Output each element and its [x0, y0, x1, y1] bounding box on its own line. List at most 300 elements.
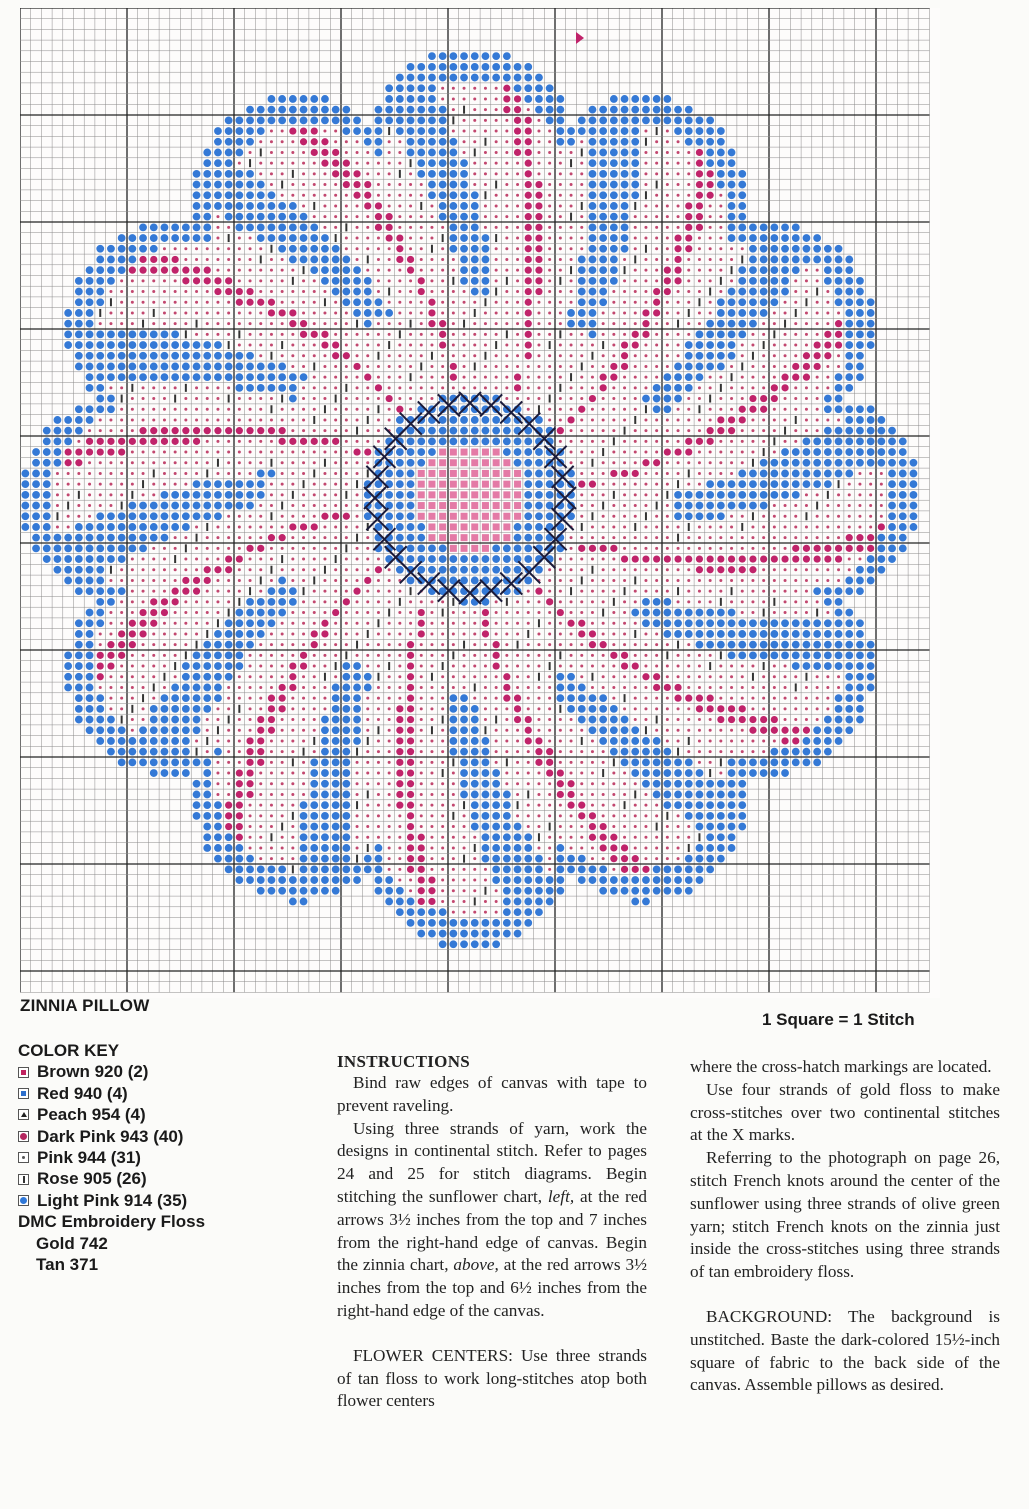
stitch-mark: [396, 716, 403, 723]
stitch-mark: [396, 480, 404, 488]
stitch-mark: [281, 729, 284, 732]
stitch-mark: [687, 718, 690, 721]
stitch-mark: [738, 780, 746, 788]
stitch-mark: [142, 707, 145, 710]
stitch-mark: [631, 769, 639, 777]
stitch-mark: [67, 502, 69, 510]
stitch-mark: [495, 761, 498, 764]
stitch-mark: [655, 729, 658, 732]
stitch-mark: [495, 301, 498, 304]
stitch-mark: [826, 525, 829, 528]
stitch-mark: [599, 694, 607, 702]
stitch-mark: [717, 170, 725, 178]
stitch-mark: [439, 502, 446, 509]
stitch-mark: [589, 330, 597, 338]
stitch-mark: [407, 802, 414, 809]
stitch-mark: [581, 362, 583, 370]
stitch-mark: [174, 451, 177, 454]
stitch-mark: [709, 600, 712, 603]
stitch-mark: [54, 555, 62, 563]
stitch-mark: [398, 697, 401, 700]
stitch-mark: [623, 772, 626, 775]
stitch-mark: [760, 758, 768, 766]
stitch-mark: [225, 865, 233, 873]
stitch-mark: [535, 512, 543, 520]
stitch-mark: [677, 183, 680, 186]
stitch-mark: [599, 288, 607, 296]
stitch-mark: [709, 418, 712, 421]
stitch-mark: [492, 52, 500, 60]
stitch-mark: [538, 405, 540, 413]
stitch-mark: [193, 502, 201, 510]
stitch-mark: [527, 622, 530, 625]
stitch-mark: [762, 376, 765, 379]
stitch-mark: [685, 138, 693, 146]
stitch-mark: [161, 363, 169, 371]
stitch-mark: [407, 812, 414, 819]
stitch-mark: [516, 632, 519, 635]
stitch-mark: [97, 448, 104, 455]
stitch-mark: [816, 600, 819, 603]
stitch-mark: [439, 341, 446, 348]
stitch-mark: [473, 344, 476, 347]
stitch-mark: [634, 416, 636, 424]
stitch-mark: [417, 159, 425, 167]
stitch-mark: [666, 504, 669, 507]
stitch-mark: [300, 844, 308, 852]
stitch-mark: [268, 213, 276, 221]
stitch-mark: [653, 459, 660, 466]
stitch-mark: [599, 181, 607, 189]
stitch-mark: [300, 213, 308, 221]
stitch-mark: [203, 213, 211, 221]
stitch-mark: [644, 547, 647, 550]
stitch-mark: [235, 662, 243, 670]
stitch-mark: [86, 523, 94, 531]
stitch-mark: [142, 718, 145, 721]
stitch-mark: [107, 748, 115, 756]
stitch-mark: [388, 151, 391, 154]
stitch-mark: [420, 739, 423, 742]
stitch-mark: [653, 865, 661, 873]
stitch-mark: [728, 213, 736, 221]
stitch-mark: [430, 344, 433, 347]
stitch-mark: [396, 759, 403, 766]
stitch-mark: [171, 684, 179, 692]
stitch-mark: [246, 170, 254, 178]
stitch-mark: [591, 376, 594, 379]
stitch-mark: [227, 761, 230, 764]
stitch-mark: [717, 427, 724, 434]
stitch-mark: [548, 258, 551, 261]
stitch-mark: [366, 269, 369, 272]
stitch-mark: [762, 739, 765, 742]
stitch-mark: [398, 675, 401, 678]
stitch-mark: [291, 718, 294, 721]
stitch-mark: [610, 95, 618, 103]
stitch-mark: [505, 258, 508, 261]
stitch-mark: [655, 247, 658, 250]
stitch-mark: [674, 256, 681, 263]
stitch-mark: [128, 737, 136, 745]
stitch-mark: [161, 748, 169, 756]
stitch-mark: [300, 373, 308, 381]
stitch-mark: [803, 630, 811, 638]
stitch-mark: [97, 652, 104, 659]
stitch-mark: [67, 472, 70, 475]
stitch-mark: [249, 322, 252, 325]
stitch-mark: [420, 793, 423, 796]
stitch-mark: [471, 791, 479, 799]
stitch-mark: [514, 374, 521, 381]
stitch-mark: [599, 705, 607, 713]
stitch-mark: [259, 675, 262, 678]
stitch-mark: [366, 643, 369, 646]
stitch-mark: [589, 223, 597, 231]
stitch-mark: [206, 718, 209, 721]
stitch-mark: [246, 202, 254, 210]
stitch-mark: [121, 395, 123, 403]
stitch-mark: [642, 95, 650, 103]
stitch-mark: [728, 812, 736, 820]
stitch-mark: [473, 108, 476, 111]
stitch-mark: [388, 204, 391, 207]
stitch-mark: [302, 675, 305, 678]
stitch-mark: [623, 386, 626, 389]
stitch-mark: [120, 279, 123, 282]
stitch-mark: [227, 793, 230, 796]
stitch-mark: [227, 408, 230, 411]
stitch-mark: [302, 515, 305, 518]
stitch-mark: [227, 782, 230, 785]
stitch-mark: [570, 846, 573, 849]
stitch-mark: [195, 739, 198, 742]
stitch-mark: [163, 643, 166, 646]
stitch-mark: [228, 395, 230, 403]
stitch-mark: [291, 429, 294, 432]
stitch-mark: [356, 226, 359, 229]
stitch-mark: [203, 780, 211, 788]
stitch-mark: [174, 632, 177, 635]
stitch-mark: [770, 266, 778, 274]
stitch-mark: [537, 130, 540, 133]
stitch-mark: [377, 697, 380, 700]
stitch-mark: [313, 675, 316, 678]
stitch-mark: [537, 344, 540, 347]
stitch-mark: [356, 344, 359, 347]
stitch-mark: [366, 729, 369, 732]
stitch-mark: [193, 491, 201, 499]
stitch-mark: [556, 116, 564, 124]
stitch-mark: [570, 461, 573, 464]
stitch-mark: [131, 654, 134, 657]
stitch-mark: [696, 224, 703, 231]
stitch-mark: [845, 405, 853, 413]
stitch-mark: [463, 641, 465, 649]
stitch-mark: [677, 587, 679, 595]
stitch-mark: [43, 534, 51, 542]
stitch-mark: [182, 758, 190, 766]
stitch-mark: [644, 686, 647, 689]
stitch-mark: [246, 213, 254, 221]
stitch-mark: [150, 748, 158, 756]
stitch-mark: [845, 470, 853, 478]
stitch-mark: [452, 643, 455, 646]
stitch-mark: [313, 718, 316, 721]
stitch-mark: [281, 301, 284, 304]
stitch-mark: [653, 95, 661, 103]
stitch-mark: [396, 470, 404, 478]
stitch-mark: [570, 279, 573, 282]
stitch-mark: [505, 344, 508, 347]
stitch-mark: [910, 512, 918, 520]
stitch-mark: [739, 416, 746, 423]
stitch-mark: [813, 651, 821, 659]
stitch-mark: [698, 397, 701, 400]
stitch-mark: [484, 726, 486, 734]
stitch-mark: [719, 376, 722, 379]
stitch-mark: [75, 544, 83, 552]
stitch-mark: [505, 622, 508, 625]
stitch-mark: [612, 386, 615, 389]
stitch-mark: [246, 491, 254, 499]
stitch-mark: [227, 525, 230, 528]
stitch-mark: [398, 611, 401, 614]
stitch-mark: [792, 266, 800, 274]
stitch-mark: [634, 279, 637, 282]
stitch-mark: [623, 686, 626, 689]
stitch-mark: [439, 544, 447, 552]
stitch-mark: [559, 651, 561, 659]
stitch-mark: [356, 204, 359, 207]
stitch-mark: [152, 493, 155, 496]
stitch-mark: [109, 622, 112, 625]
stitch-mark: [813, 619, 821, 627]
stitch-mark: [460, 213, 468, 221]
stitch-mark: [719, 579, 722, 582]
stitch-mark: [837, 365, 840, 368]
stitch-mark: [709, 769, 711, 777]
stitch-mark: [131, 697, 134, 700]
stitch-mark: [246, 363, 254, 371]
stitch-mark: [516, 750, 519, 753]
stitch-mark: [824, 277, 832, 285]
stitch-mark: [268, 695, 275, 702]
stitch-mark: [332, 694, 340, 702]
stitch-mark: [131, 290, 134, 293]
stitch-mark: [535, 491, 543, 499]
stitch-mark: [281, 279, 284, 282]
stitch-mark: [270, 772, 273, 775]
stitch-mark: [366, 440, 369, 443]
stitch-mark: [877, 437, 885, 445]
stitch-mark: [323, 558, 326, 561]
stitch-mark: [642, 106, 650, 114]
stitch-mark: [719, 269, 722, 272]
stitch-mark: [706, 844, 714, 852]
stitch-mark: [805, 707, 808, 710]
stitch-mark: [313, 536, 316, 539]
stitch-mark: [377, 162, 380, 165]
stitch-mark: [503, 470, 510, 477]
stitch-mark: [442, 234, 444, 242]
stitch-mark: [428, 523, 435, 530]
stitch-mark: [452, 322, 455, 325]
stitch-mark: [482, 823, 490, 831]
stitch-mark: [591, 600, 594, 603]
stitch-mark: [524, 437, 532, 445]
stitch-mark: [238, 330, 240, 338]
stitch-mark: [482, 513, 489, 520]
stitch-mark: [784, 354, 787, 357]
stitch-mark: [449, 234, 457, 242]
stitch-mark: [773, 311, 776, 314]
stitch-mark: [548, 846, 551, 849]
stitch-mark: [356, 772, 359, 775]
stitch-mark: [428, 491, 435, 498]
stitch-mark: [300, 138, 307, 145]
stitch-mark: [559, 301, 562, 304]
stitch-mark: [238, 598, 240, 606]
stitch-mark: [835, 609, 843, 617]
stitch-mark: [366, 344, 369, 347]
stitch-mark: [760, 716, 767, 723]
stitch-mark: [163, 673, 165, 681]
stitch-mark: [599, 159, 607, 167]
stitch-mark: [685, 224, 692, 231]
stitch-mark: [107, 544, 115, 552]
stitch-mark: [514, 502, 521, 509]
stitch-mark: [559, 204, 562, 207]
stitch-mark: [332, 245, 340, 253]
stitch-mark: [398, 354, 401, 357]
stitch-mark: [96, 352, 104, 360]
stitch-mark: [463, 654, 466, 657]
stitch-mark: [591, 493, 594, 496]
stitch-mark: [417, 138, 425, 146]
stitch-mark: [235, 619, 243, 627]
stitch-mark: [578, 406, 585, 413]
stitch-mark: [323, 536, 326, 539]
stitch-mark: [845, 609, 853, 617]
stitch-mark: [249, 579, 252, 582]
stitch-mark: [816, 525, 819, 528]
stitch-mark: [249, 587, 251, 595]
stitch-mark: [738, 277, 746, 285]
stitch-mark: [610, 181, 618, 189]
stitch-mark: [313, 558, 316, 561]
stitch-mark: [118, 512, 126, 520]
stitch-mark: [664, 277, 671, 284]
stitch-mark: [291, 632, 294, 635]
stitch-mark: [203, 341, 211, 349]
stitch-mark: [259, 825, 262, 828]
stitch-mark: [814, 555, 821, 562]
stitch-mark: [719, 547, 722, 550]
stitch-mark: [323, 290, 326, 293]
stitch-mark: [278, 116, 286, 124]
stitch-mark: [107, 598, 115, 606]
stitch-mark: [666, 237, 669, 240]
stitch-mark: [409, 215, 412, 218]
stitch-mark: [537, 301, 540, 304]
stitch-mark: [420, 354, 423, 357]
stitch-mark: [621, 662, 628, 669]
stitch-mark: [482, 844, 490, 852]
stitch-mark: [217, 619, 219, 627]
stitch-mark: [364, 138, 372, 146]
stitch-mark: [717, 823, 725, 831]
stitch-mark: [770, 480, 778, 488]
stitch-mark: [838, 480, 840, 488]
stitch-mark: [75, 555, 83, 563]
stitch-mark: [473, 172, 476, 175]
stitch-mark: [845, 363, 853, 371]
stitch-mark: [184, 322, 187, 325]
stitch-mark: [377, 673, 379, 681]
stitch-mark: [696, 502, 704, 510]
stitch-mark: [246, 127, 254, 135]
stitch-mark: [342, 726, 350, 734]
stitch-mark: [463, 632, 466, 635]
stitch-mark: [96, 555, 104, 563]
stitch-mark: [696, 555, 703, 562]
stitch-mark: [728, 159, 736, 167]
stitch-mark: [227, 247, 230, 250]
stitch-mark: [878, 523, 885, 530]
stitch-mark: [492, 416, 500, 424]
stitch-mark: [505, 750, 508, 753]
stitch-mark: [781, 641, 789, 649]
stitch-mark: [728, 416, 735, 423]
stitch-mark: [784, 427, 786, 435]
stitch-mark: [206, 290, 209, 293]
stitch-mark: [719, 536, 722, 539]
stitch-mark: [195, 558, 198, 561]
stitch-mark: [471, 716, 479, 724]
stitch-mark: [580, 397, 583, 400]
stitch-mark: [751, 707, 754, 710]
stitch-mark: [773, 568, 776, 571]
stitch-mark: [570, 739, 573, 742]
stitch-mark: [835, 555, 842, 562]
stitch-mark: [505, 301, 508, 304]
stitch-mark: [709, 301, 712, 304]
stitch-mark: [313, 397, 316, 400]
stitch-mark: [182, 427, 189, 434]
stitch-mark: [439, 523, 446, 530]
stitch-mark: [525, 288, 532, 295]
stitch-mark: [655, 322, 658, 325]
stitch-mark: [867, 555, 875, 563]
stitch-mark: [259, 333, 262, 336]
stitch-mark: [171, 341, 179, 349]
stitch-mark: [311, 438, 318, 445]
stitch-mark: [364, 277, 372, 285]
stitch-mark: [334, 204, 337, 207]
stitch-mark: [353, 705, 361, 713]
stitch-mark: [655, 547, 658, 550]
stitch-mark: [109, 418, 112, 421]
stitch-mark: [118, 544, 126, 552]
stitch-mark: [174, 483, 177, 486]
stitch-mark: [525, 117, 532, 124]
stitch-mark: [599, 865, 607, 873]
stitch-mark: [142, 665, 145, 668]
stitch-mark: [706, 641, 714, 649]
stitch-mark: [784, 408, 787, 411]
stitch-mark: [375, 855, 383, 863]
